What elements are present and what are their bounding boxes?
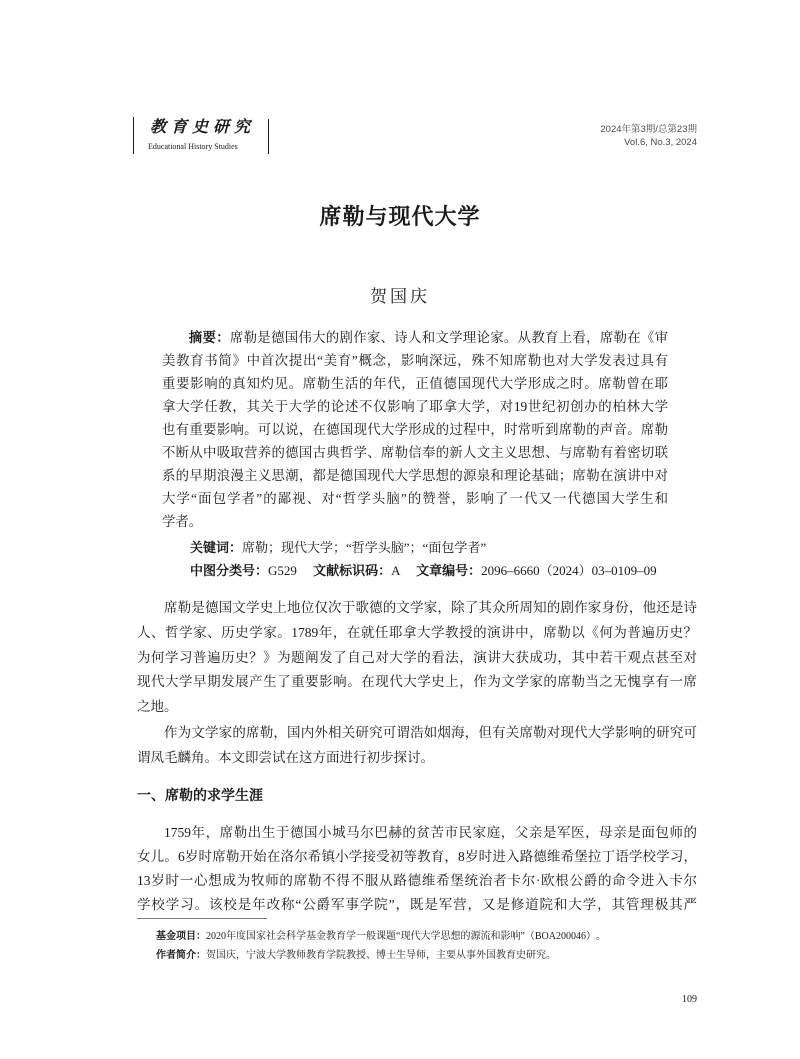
abstract-line: 学者。 <box>162 514 203 529</box>
keywords-line <box>190 536 670 559</box>
article-no-value: 2096–6660（2024）03–0109–09 <box>481 563 657 578</box>
logo-left-bar <box>133 117 134 154</box>
body-line: 13岁时一心想成为牧师的席勒不得不服从路德维希堡统治者卡尔·欧根公爵的命令进入卡尔 <box>137 873 697 888</box>
article-title: 席勒与现代大学 <box>319 204 481 229</box>
abstract-line: 不断从中吸取营养的德国古典哲学、席勒信奉的新人文主义思想、与席勒有着密切联 <box>162 445 668 460</box>
author-bio-label: 作者简介： <box>156 950 206 961</box>
abstract-line: 也有重要影响。可以说，在德国现代大学形成的过程中，时常听到席勒的声音。席勒 <box>162 422 668 437</box>
body-line: 现代大学早期发展产生了重要影响。在现代大学史上，作为文学家的席勒当之无愧享有一席 <box>137 674 697 690</box>
body-line: 女儿。6岁时席勒开始在洛尔希镇小学接受初等教育，8岁时进入路德维希堡拉丁语学校学习， <box>137 849 697 864</box>
fund-label: 基金项目： <box>156 931 206 942</box>
abstract-line: 拿大学任教，其关于大学的论述不仅影响了耶拿大学，对19世纪初创办的柏林大学 <box>162 399 668 414</box>
issue-line: 2024年第3期/总第23期 <box>600 124 697 135</box>
body-line: 为何学习普遍历史？》为题阐发了自己对大学的看法，演讲大获成功，其中若干观点甚至对 <box>137 649 697 665</box>
body-line: 1759年，席勒出生于德国小城马尔巴赫的贫苦市民家庭，父亲是军医，母亲是面包师的 <box>164 825 697 840</box>
logo-right-bar <box>268 119 269 154</box>
page-number: 109 <box>682 994 697 1005</box>
issue-info <box>600 123 697 149</box>
footnote-fund <box>156 929 606 945</box>
abstract-line <box>162 326 668 349</box>
abstract-label: 摘要： <box>188 330 230 345</box>
journal-name-en: Educational History Studies <box>148 142 238 151</box>
body-line: 之地。 <box>137 699 178 715</box>
article-author: 贺国庆 <box>370 287 430 306</box>
body-paragraph <box>137 721 697 770</box>
section-heading: 一、席勒的求学生涯 <box>137 787 263 803</box>
body-line: 席勒是德国文学史上地位仅次于歌德的文学家，除了其众所周知的剧作家身份，他还是诗 <box>164 600 697 615</box>
journal-name-cn: 教育史研究 <box>150 119 256 136</box>
body-line: 人、哲学家、历史学家。1789年，在就任耶拿大学教授的演讲中，席勒以《何为普遍历史？ <box>137 624 697 640</box>
abstract-line: 大学“面包学者”的鄙视、对“哲学头脑”的赞誉，影响了一代又一代德国大学生和 <box>162 491 668 506</box>
abstract <box>162 326 668 533</box>
body-line: 学校学习。该校是年改称“公爵军事学院”，既是军营，又是修道院和大学，其管理极其严 <box>137 897 697 912</box>
abstract-line: 重要影响的真知灼见。席勒生活的年代，正值德国现代大学形成之时。席勒曾在耶 <box>162 376 668 391</box>
footnote-rule <box>137 918 267 919</box>
classification-line <box>190 559 670 582</box>
abstract-text: 席勒是德国伟大的剧作家、诗人和文学理论家。从教育上看，席勒在《审 <box>229 330 668 345</box>
clc-label: 中图分类号： <box>190 563 269 578</box>
body-line: 作为文学家的席勒，国内外相关研究可谓浩如烟海，但有关席勒对现代大学影响的研究可 <box>164 725 697 740</box>
keywords-label: 关键词： <box>190 540 243 555</box>
fund-text: 2020年度国家社会科学基金教育学一般课题“现代大学思想的源流和影响”（BOA200046）。 <box>206 931 606 942</box>
body-line: 谓凤毛麟角。本文即尝试在这方面进行初步探讨。 <box>137 749 434 765</box>
volume-line: Vol.6, No.3, 2024 <box>624 137 697 148</box>
footnote-author <box>156 948 556 964</box>
author-bio-text: 贺国庆，宁波大学教师教育学院教授、博士生导师，主要从事外国教育史研究。 <box>206 950 556 961</box>
keywords-value: 席勒；现代大学；“哲学头脑”；“面包学者” <box>242 540 487 555</box>
body-paragraph <box>137 821 697 917</box>
doc-code-value: A <box>391 563 400 578</box>
abstract-line: 美教育书简》中首次提出“美育”概念，影响深远，殊不知席勒也对大学发表过具有 <box>162 353 668 368</box>
clc-value: G529 <box>268 563 297 578</box>
article-no-label: 文章编号： <box>416 563 482 578</box>
doc-code-label: 文献标识码： <box>313 563 392 578</box>
body-paragraph <box>137 596 697 720</box>
abstract-line: 系的早期浪漫主义思潮，都是德国现代大学思想的源泉和理论基础；席勒在演讲中对 <box>162 468 668 483</box>
